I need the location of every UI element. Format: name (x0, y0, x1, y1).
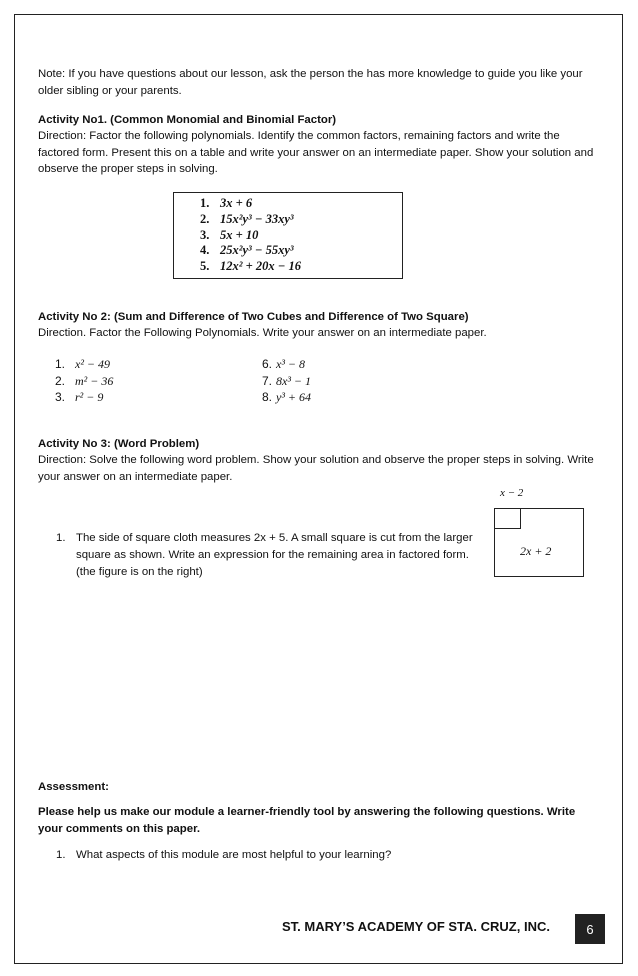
activity3-direction: Direction: Solve the following word problem. Show your solution and observe the proper steps in solving. Write your answer on an intermediate paper. (38, 454, 594, 483)
school-name: ST. MARY’S ACADEMY OF STA. CRUZ, INC. (282, 919, 550, 934)
activity2-item: 7. 8x³ − 1 (262, 374, 312, 388)
figure-small-square (494, 508, 521, 529)
activity2-item: 3. r² − 9 (55, 390, 104, 404)
question-1: What aspects of this module are most helpful to your learning? (76, 849, 392, 861)
problem-line-1: The side of square cloth measures 2x + 5. A small square is cut from the larger (76, 532, 473, 544)
problem-line-2: square as shown. Write an expression for the remaining area in factored form. (76, 549, 469, 561)
activity1-direction: Direction: Factor the following polynomials. Identify the common factors, remaining factors and write the factored form. Present this on a table and write your answer on an intermediate paper. Show your solution and observe the proper steps in solving. (38, 130, 594, 175)
problem-line-3: (the figure is on the right) (76, 566, 203, 578)
activity1-item: 2. 15x²y³ − 33xy³ (200, 212, 294, 226)
assessment-request: Please help us make our module a learner-friendly tool by answering the following questions. Write your comments on this paper. (38, 806, 576, 835)
figure-large-label: 2x + 2 (520, 544, 552, 558)
problem-number: 1. (56, 532, 66, 544)
activity2-title: Activity No 2: (Sum and Difference of Two Cubes and Difference of Two Square) (38, 311, 469, 323)
activity1-item: 1. 3x + 6 (200, 196, 253, 210)
question-number: 1. (56, 849, 66, 861)
figure-small-label: x − 2 (500, 487, 524, 499)
activity2-item: 1. x² − 49 (55, 357, 111, 371)
activity3-title: Activity No 3: (Word Problem) (38, 438, 200, 450)
note-text: Note: If you have questions about our lesson, ask the person the has more knowledge to guide you like your older sibling or your parents. (38, 68, 583, 97)
page-number: 6 (575, 914, 605, 944)
activity1-item: 5. 12x² + 20x − 16 (200, 259, 301, 273)
activity2-item: 2. m² − 36 (55, 374, 114, 388)
activity1-problem-box (173, 192, 403, 279)
activity1-item: 4. 25x²y³ − 55xy³ (200, 243, 294, 257)
activity1-title: Activity No1. (Common Monomial and Binomial Factor) (38, 114, 337, 126)
activity2-direction: Direction. Factor the Following Polynomials. Write your answer on an intermediate paper. (38, 327, 487, 339)
activity1-item: 3. 5x + 10 (200, 228, 259, 242)
activity2-item: 6. x³ − 8 (262, 357, 306, 371)
assessment-title: Assessment: (38, 781, 109, 793)
activity2-item: 8. y³ + 64 (262, 390, 312, 404)
